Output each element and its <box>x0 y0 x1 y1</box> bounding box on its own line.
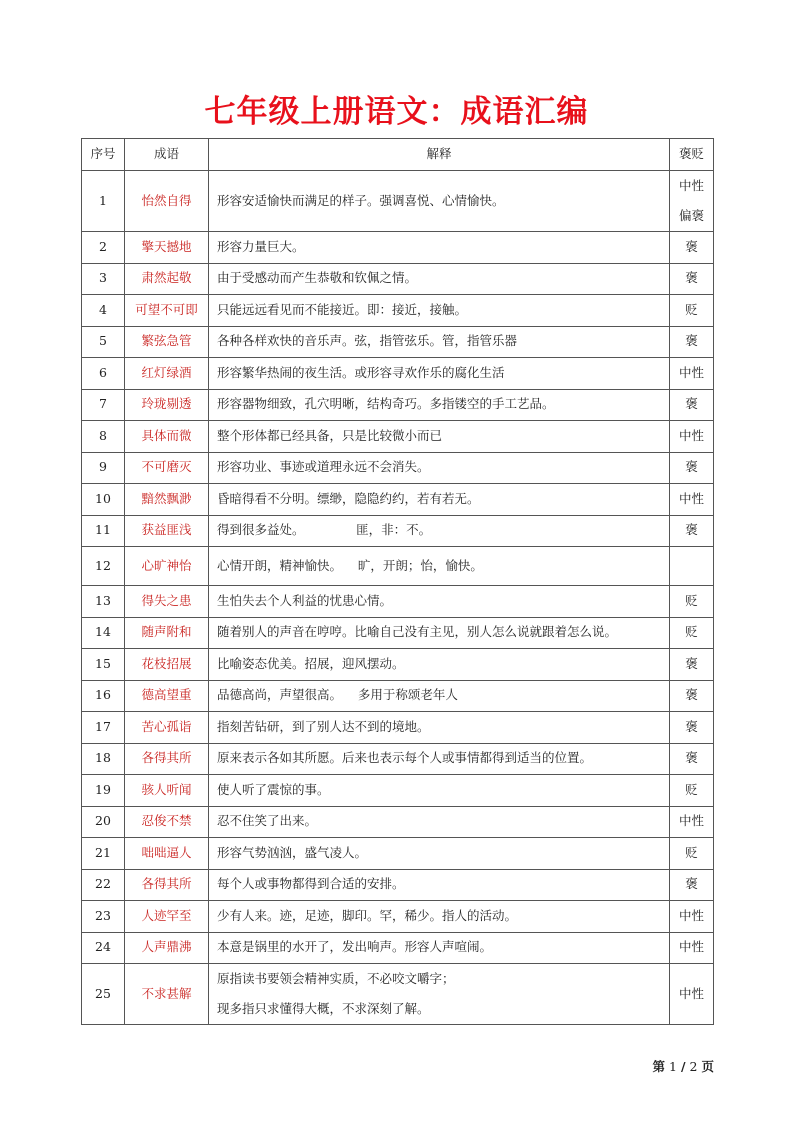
connotation-label: 中性 <box>678 939 704 955</box>
explanation-line: 各种各样欢快的音乐声。弦，指管弦乐。管，指管乐器 <box>217 333 518 349</box>
footer-suffix: 页 <box>701 1059 714 1074</box>
row-number: 19 <box>82 775 125 807</box>
row-number: 24 <box>82 932 125 964</box>
idiom-table <box>81 138 714 1025</box>
explanation-line: 品德高尚，声望很高。 多用于称颂老年人 <box>217 687 458 703</box>
table-row <box>82 712 714 744</box>
row-idiom: 玲珑剔透 <box>125 389 209 421</box>
footer-sep: / <box>680 1059 686 1074</box>
footer-total-pages: 2 <box>689 1059 698 1074</box>
table-row <box>82 869 714 901</box>
explanation-line: 只能远远看见而不能接近。即：接近，接触。 <box>217 301 468 317</box>
connotation-label: 中性 <box>678 364 704 380</box>
explanation-line: 形容安适愉快而满足的样子。强调喜悦、心情愉快。 <box>217 192 505 208</box>
row-explanation <box>209 263 670 295</box>
explanation-line: 昏暗得看不分明。缥缈，隐隐约约，若有若无。 <box>217 490 480 506</box>
row-number: 22 <box>82 869 125 901</box>
connotation-label: 褒 <box>685 718 698 734</box>
connotation-label: 贬 <box>685 781 698 797</box>
explanation-line: 生怕失去个人利益的忧患心情。 <box>217 592 393 608</box>
row-idiom: 黯然飘渺 <box>125 484 209 516</box>
explanation-line: 原来表示各如其所愿。后来也表示每个人或事情都得到适当的位置。 <box>217 750 593 766</box>
row-explanation <box>209 775 670 807</box>
connotation-label: 偏褒 <box>678 208 704 223</box>
row-connotation <box>670 743 714 775</box>
explanation-line: 形容力量巨大。 <box>217 238 305 254</box>
connotation-label: 褒 <box>685 333 698 349</box>
row-number: 17 <box>82 712 125 744</box>
connotation-label: 褒 <box>685 655 698 671</box>
explanation-line: 原指读书要领会精神实质，不必咬文嚼字； <box>217 971 455 986</box>
table-row <box>82 964 714 1025</box>
row-explanation <box>209 806 670 838</box>
explanation-line: 本意是锅里的水开了，发出响声。形容人声喧闹。 <box>217 939 493 955</box>
connotation-label: 褒 <box>685 270 698 286</box>
connotation-label: 中性 <box>678 178 704 193</box>
row-number: 10 <box>82 484 125 516</box>
row-explanation <box>209 649 670 681</box>
row-idiom: 心旷神怡 <box>125 547 209 586</box>
connotation-label: 褒 <box>685 396 698 412</box>
connotation-label: 褒 <box>685 876 698 892</box>
row-idiom: 随声附和 <box>125 617 209 649</box>
row-connotation <box>670 232 714 264</box>
connotation-label: 褒 <box>685 238 698 254</box>
row-number: 3 <box>82 263 125 295</box>
row-number: 5 <box>82 326 125 358</box>
table-row <box>82 743 714 775</box>
row-number: 9 <box>82 452 125 484</box>
header-idiom: 成语 <box>125 139 209 171</box>
footer-current-page: 1 <box>669 1059 677 1074</box>
connotation-label: 贬 <box>685 592 698 608</box>
row-explanation <box>209 901 670 933</box>
row-idiom: 苦心孤诣 <box>125 712 209 744</box>
table-row <box>82 484 714 516</box>
header-connotation: 褒贬 <box>670 139 714 171</box>
table-row <box>82 389 714 421</box>
row-idiom: 怡然自得 <box>125 171 209 232</box>
explanation-line: 形容器物细致，孔穴明晰，结构奇巧。多指镂空的手工艺品。 <box>217 396 555 412</box>
row-connotation <box>670 806 714 838</box>
explanation-line: 比喻姿态优美。招展，迎风摆动。 <box>217 655 405 671</box>
row-idiom: 具体而微 <box>125 421 209 453</box>
row-explanation <box>209 680 670 712</box>
explanation-line: 形容功业、事迹或道理永远不会消失。 <box>217 459 430 475</box>
row-explanation <box>209 964 670 1025</box>
explanation-line: 形容气势汹汹，盛气凌人。 <box>217 844 368 860</box>
connotation-label: 褒 <box>685 459 698 475</box>
explanation-line: 形容繁华热闹的夜生活。或形容寻欢作乐的腐化生活 <box>217 364 505 380</box>
row-number: 14 <box>82 617 125 649</box>
row-number: 13 <box>82 586 125 618</box>
connotation-label: 中性 <box>678 985 704 1001</box>
header-explanation: 解释 <box>209 139 670 171</box>
table-row <box>82 680 714 712</box>
connotation-label: 贬 <box>685 844 698 860</box>
table-row <box>82 421 714 453</box>
row-idiom: 忍俊不禁 <box>125 806 209 838</box>
table-row <box>82 649 714 681</box>
row-idiom: 红灯绿酒 <box>125 358 209 390</box>
row-idiom: 德高望重 <box>125 680 209 712</box>
connotation-label: 贬 <box>685 624 698 640</box>
row-connotation <box>670 358 714 390</box>
row-explanation <box>209 547 670 586</box>
row-connotation <box>670 484 714 516</box>
row-connotation <box>670 515 714 547</box>
row-number: 1 <box>82 171 125 232</box>
explanation-line: 使人听了震惊的事。 <box>217 781 330 797</box>
row-connotation <box>670 712 714 744</box>
row-connotation <box>670 263 714 295</box>
connotation-label: 中性 <box>678 490 704 506</box>
table-row <box>82 171 714 232</box>
row-connotation <box>670 421 714 453</box>
connotation-label: 中性 <box>678 907 704 923</box>
row-idiom: 人迹罕至 <box>125 901 209 933</box>
row-connotation <box>670 617 714 649</box>
table-row <box>82 775 714 807</box>
table-row <box>82 586 714 618</box>
page-footer <box>653 1057 714 1075</box>
row-connotation <box>670 775 714 807</box>
row-connotation <box>670 869 714 901</box>
row-explanation <box>209 617 670 649</box>
table-row <box>82 295 714 327</box>
connotation-label: 贬 <box>685 301 698 317</box>
explanation-line: 整个形体都已经具备，只是比较微小而已 <box>217 427 443 443</box>
row-idiom: 繁弦急管 <box>125 326 209 358</box>
explanation-line: 得到很多益处。 匪，非：不。 <box>217 522 432 538</box>
table-row <box>82 838 714 870</box>
row-explanation <box>209 838 670 870</box>
row-connotation <box>670 680 714 712</box>
table-row <box>82 932 714 964</box>
table-row <box>82 515 714 547</box>
row-explanation <box>209 295 670 327</box>
row-connotation <box>670 964 714 1025</box>
explanation-line: 每个人或事物都得到合适的安排。 <box>217 876 405 892</box>
explanation-line: 随着别人的声音在哼哼。比喻自己没有主见，别人怎么说就跟着怎么说。 <box>217 624 618 640</box>
row-idiom: 肃然起敬 <box>125 263 209 295</box>
table-body <box>82 171 714 1025</box>
row-idiom: 咄咄逼人 <box>125 838 209 870</box>
explanation-line: 现多指只求懂得大概，不求深刻了解。 <box>217 1001 430 1016</box>
page-title: 七年级上册语文：成语汇编 <box>204 94 589 130</box>
row-connotation <box>670 295 714 327</box>
table-row <box>82 326 714 358</box>
row-number: 2 <box>82 232 125 264</box>
row-number: 7 <box>82 389 125 421</box>
table-header-row <box>82 139 714 171</box>
row-idiom: 可望不可即 <box>125 295 209 327</box>
explanation-line: 心情开朗，精神愉快。 旷，开朗；怡，愉快。 <box>217 557 483 573</box>
row-explanation <box>209 484 670 516</box>
row-connotation <box>670 838 714 870</box>
row-number: 16 <box>82 680 125 712</box>
table-row <box>82 901 714 933</box>
row-idiom: 擎天撼地 <box>125 232 209 264</box>
row-connotation <box>670 389 714 421</box>
row-idiom: 不可磨灭 <box>125 452 209 484</box>
row-explanation <box>209 932 670 964</box>
row-number: 15 <box>82 649 125 681</box>
row-explanation <box>209 712 670 744</box>
row-idiom: 各得其所 <box>125 869 209 901</box>
table-row <box>82 358 714 390</box>
row-idiom: 不求甚解 <box>125 964 209 1025</box>
table-row <box>82 263 714 295</box>
explanation-line: 忍不住笑了出来。 <box>217 813 318 829</box>
row-number: 11 <box>82 515 125 547</box>
header-num: 序号 <box>82 139 125 171</box>
connotation-label: 中性 <box>678 813 704 829</box>
row-connotation <box>670 171 714 232</box>
row-explanation <box>209 358 670 390</box>
row-explanation <box>209 326 670 358</box>
row-explanation <box>209 586 670 618</box>
row-idiom: 人声鼎沸 <box>125 932 209 964</box>
row-connotation <box>670 452 714 484</box>
row-idiom: 获益匪浅 <box>125 515 209 547</box>
row-number: 4 <box>82 295 125 327</box>
table-row <box>82 547 714 586</box>
row-idiom: 得失之患 <box>125 586 209 618</box>
row-number: 6 <box>82 358 125 390</box>
row-explanation <box>209 171 670 232</box>
connotation-label: 褒 <box>685 750 698 766</box>
row-explanation <box>209 743 670 775</box>
explanation-line: 由于受感动而产生恭敬和钦佩之情。 <box>217 270 418 286</box>
row-number: 12 <box>82 547 125 586</box>
connotation-label: 褒 <box>685 687 698 703</box>
row-idiom: 花枝招展 <box>125 649 209 681</box>
connotation-label: 中性 <box>678 427 704 443</box>
row-idiom: 骇人听闻 <box>125 775 209 807</box>
row-connotation <box>670 901 714 933</box>
table-row <box>82 232 714 264</box>
row-connotation <box>670 326 714 358</box>
row-explanation <box>209 389 670 421</box>
explanation-line: 指刻苦钻研，到了别人达不到的境地。 <box>217 718 430 734</box>
explanation-line: 少有人来。迹，足迹，脚印。罕，稀少。指人的活动。 <box>217 907 518 923</box>
row-number: 18 <box>82 743 125 775</box>
table-row <box>82 617 714 649</box>
row-connotation <box>670 547 714 586</box>
row-number: 20 <box>82 806 125 838</box>
footer-prefix: 第 <box>652 1059 666 1074</box>
row-explanation <box>209 515 670 547</box>
row-number: 23 <box>82 901 125 933</box>
row-number: 25 <box>82 964 125 1025</box>
row-explanation <box>209 421 670 453</box>
row-connotation <box>670 649 714 681</box>
row-idiom: 各得其所 <box>125 743 209 775</box>
row-connotation <box>670 932 714 964</box>
row-connotation <box>670 586 714 618</box>
row-number: 21 <box>82 838 125 870</box>
table-row <box>82 806 714 838</box>
table-row <box>82 452 714 484</box>
row-explanation <box>209 452 670 484</box>
row-number: 8 <box>82 421 125 453</box>
row-explanation <box>209 232 670 264</box>
connotation-label: 褒 <box>685 522 698 538</box>
row-explanation <box>209 869 670 901</box>
